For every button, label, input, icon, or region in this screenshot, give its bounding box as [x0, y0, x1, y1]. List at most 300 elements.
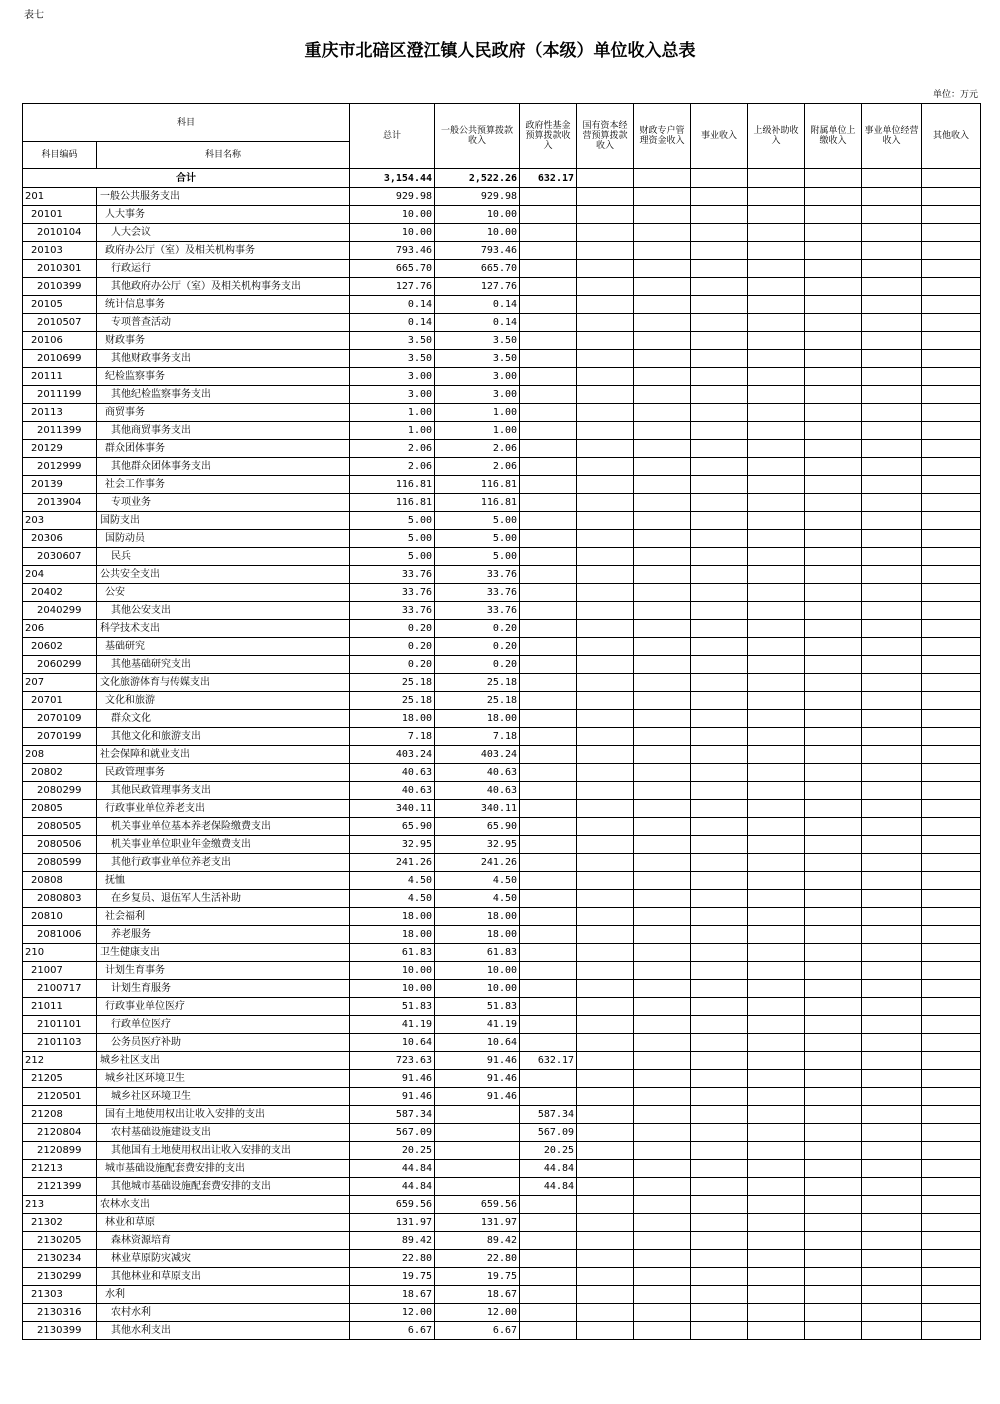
table-row	[23, 548, 981, 566]
empty-cell	[922, 602, 981, 620]
table-row	[23, 1142, 981, 1160]
empty-cell	[748, 674, 805, 692]
empty-cell	[577, 638, 634, 656]
subject-name-cell: 农林水支出	[97, 1196, 350, 1214]
table-row	[23, 602, 981, 620]
subject-code-cell: 2010301	[23, 260, 97, 278]
empty-cell	[748, 1106, 805, 1124]
fiscal-special-header: 财政专户管理资金收入	[634, 104, 691, 169]
subject-name-cell: 社会福利	[97, 908, 350, 926]
empty-cell	[805, 1196, 862, 1214]
empty-cell	[577, 764, 634, 782]
empty-cell	[862, 1034, 922, 1052]
subject-code-cell: 2080506	[23, 836, 97, 854]
table-row	[23, 926, 981, 944]
empty-cell	[577, 1214, 634, 1232]
empty-cell	[862, 962, 922, 980]
table-row	[23, 422, 981, 440]
empty-cell	[748, 314, 805, 332]
empty-cell	[691, 1034, 748, 1052]
empty-cell	[634, 908, 691, 926]
empty-cell	[748, 1124, 805, 1142]
empty-cell	[691, 1178, 748, 1196]
total-cell: 0.14	[350, 296, 435, 314]
subject-code-cell: 21303	[23, 1286, 97, 1304]
empty-cell	[748, 1322, 805, 1340]
subject-code-cell: 2013904	[23, 494, 97, 512]
empty-cell	[862, 944, 922, 962]
empty-cell	[634, 260, 691, 278]
total-cell: 18.00	[350, 710, 435, 728]
empty-cell	[922, 242, 981, 260]
subject-code-cell: 2101103	[23, 1034, 97, 1052]
subject-name-cell: 城乡社区支出	[97, 1052, 350, 1070]
general-budget-cell: 5.00	[435, 548, 520, 566]
empty-cell	[634, 872, 691, 890]
total-cell: 7.18	[350, 728, 435, 746]
empty-cell	[691, 602, 748, 620]
table-row	[23, 350, 981, 368]
table-row	[23, 764, 981, 782]
empty-cell	[805, 1106, 862, 1124]
empty-cell	[748, 1286, 805, 1304]
table-row	[23, 998, 981, 1016]
empty-cell	[862, 692, 922, 710]
total-cell: 41.19	[350, 1016, 435, 1034]
subject-name-cell: 国有土地使用权出让收入安排的支出	[97, 1106, 350, 1124]
empty-cell	[805, 1160, 862, 1178]
empty-cell	[634, 710, 691, 728]
empty-cell	[577, 188, 634, 206]
subject-code-cell: 2070109	[23, 710, 97, 728]
empty-cell	[805, 890, 862, 908]
empty-cell	[577, 512, 634, 530]
subject-code-cell: 2012999	[23, 458, 97, 476]
empty-cell	[748, 1196, 805, 1214]
empty-cell	[577, 368, 634, 386]
subject-name-cell: 水利	[97, 1286, 350, 1304]
empty-cell	[922, 404, 981, 422]
gov-fund-cell	[520, 890, 577, 908]
table-row	[23, 1106, 981, 1124]
empty-cell	[805, 206, 862, 224]
general-budget-cell: 33.76	[435, 602, 520, 620]
total-cell: 0.20	[350, 620, 435, 638]
empty-cell	[691, 512, 748, 530]
empty-cell	[748, 836, 805, 854]
empty-cell	[634, 980, 691, 998]
empty-cell	[577, 350, 634, 368]
empty-cell	[922, 1178, 981, 1196]
subject-name-cell: 其他纪检监察事务支出	[97, 386, 350, 404]
subject-code-cell: 2080505	[23, 818, 97, 836]
general-budget-cell: 12.00	[435, 1304, 520, 1322]
empty-cell	[577, 1070, 634, 1088]
gov-fund-cell	[520, 602, 577, 620]
gov-fund-cell	[520, 1232, 577, 1250]
empty-cell	[805, 350, 862, 368]
subject-code-cell: 20808	[23, 872, 97, 890]
table-row	[23, 1322, 981, 1340]
gov-fund-cell	[520, 620, 577, 638]
empty-cell	[634, 620, 691, 638]
empty-cell	[748, 890, 805, 908]
empty-cell	[805, 872, 862, 890]
subject-name-cell: 政府办公厅（室）及相关机构事务	[97, 242, 350, 260]
subject-name-cell: 计划生育服务	[97, 980, 350, 998]
empty-cell	[634, 314, 691, 332]
empty-cell	[748, 1268, 805, 1286]
empty-cell	[862, 1088, 922, 1106]
subject-name-cell: 文化旅游体育与传媒支出	[97, 674, 350, 692]
empty-cell	[805, 1052, 862, 1070]
table-row	[23, 1232, 981, 1250]
general-budget-cell: 793.46	[435, 242, 520, 260]
empty-cell	[577, 710, 634, 728]
empty-cell	[691, 620, 748, 638]
empty-cell	[748, 854, 805, 872]
total-cell: 10.00	[350, 224, 435, 242]
subject-code-cell: 2080803	[23, 890, 97, 908]
empty-cell	[691, 944, 748, 962]
total-cell: 0.14	[350, 314, 435, 332]
subject-name-cell: 行政事业单位养老支出	[97, 800, 350, 818]
subject-name-cell: 抚恤	[97, 872, 350, 890]
total-cell: 793.46	[350, 242, 435, 260]
table-row	[23, 206, 981, 224]
empty-cell	[862, 818, 922, 836]
empty-cell	[577, 998, 634, 1016]
empty-cell	[922, 656, 981, 674]
empty-cell	[577, 656, 634, 674]
total-cell: 6.67	[350, 1322, 435, 1340]
subject-name-cell: 其他行政事业单位养老支出	[97, 854, 350, 872]
empty-cell	[862, 566, 922, 584]
gov-fund-cell	[520, 206, 577, 224]
gov-fund-cell	[520, 566, 577, 584]
empty-cell	[922, 1286, 981, 1304]
empty-cell	[862, 782, 922, 800]
empty-cell	[862, 224, 922, 242]
empty-cell	[805, 638, 862, 656]
general-budget-cell: 32.95	[435, 836, 520, 854]
subject-name-cell: 其他林业和草原支出	[97, 1268, 350, 1286]
total-cell: 2.06	[350, 440, 435, 458]
empty-cell	[634, 332, 691, 350]
total-cell: 5.00	[350, 530, 435, 548]
empty-cell	[862, 494, 922, 512]
empty-cell	[748, 620, 805, 638]
empty-cell	[577, 1232, 634, 1250]
empty-cell	[862, 440, 922, 458]
empty-cell	[634, 458, 691, 476]
empty-cell	[691, 476, 748, 494]
gov-fund-cell	[520, 368, 577, 386]
empty-cell	[577, 872, 634, 890]
general-budget-cell: 665.70	[435, 260, 520, 278]
empty-cell	[862, 872, 922, 890]
empty-cell	[577, 980, 634, 998]
empty-cell	[577, 260, 634, 278]
empty-cell	[805, 584, 862, 602]
empty-cell	[577, 1106, 634, 1124]
empty-cell	[922, 224, 981, 242]
empty-cell	[922, 332, 981, 350]
total-cell: 567.09	[350, 1124, 435, 1142]
subject-code-cell: 20139	[23, 476, 97, 494]
total-header: 总计	[350, 104, 435, 169]
table-row	[23, 1016, 981, 1034]
empty-cell	[691, 638, 748, 656]
empty-cell	[691, 728, 748, 746]
empty-cell	[748, 584, 805, 602]
empty-cell	[691, 1286, 748, 1304]
subject-name-cell: 商贸事务	[97, 404, 350, 422]
general-budget-cell	[435, 1160, 520, 1178]
empty-cell	[805, 782, 862, 800]
subject-code-cell: 2010399	[23, 278, 97, 296]
empty-cell	[805, 674, 862, 692]
empty-cell	[634, 638, 691, 656]
subject-code-cell: 213	[23, 1196, 97, 1214]
empty-cell	[922, 1250, 981, 1268]
table-row	[23, 224, 981, 242]
empty-cell	[748, 728, 805, 746]
empty-cell	[577, 458, 634, 476]
empty-cell	[922, 998, 981, 1016]
empty-cell	[862, 638, 922, 656]
total-cell: 116.81	[350, 476, 435, 494]
empty-cell	[862, 584, 922, 602]
empty-cell	[577, 1160, 634, 1178]
gov-fund-cell	[520, 548, 577, 566]
business-operation-header: 事业单位经营收入	[862, 104, 922, 169]
table-row	[23, 908, 981, 926]
empty-cell	[634, 818, 691, 836]
table-row	[23, 1268, 981, 1286]
total-cell: 25.18	[350, 674, 435, 692]
total-cell: 44.84	[350, 1178, 435, 1196]
empty-cell	[748, 548, 805, 566]
general-budget-cell: 2.06	[435, 440, 520, 458]
empty-cell	[748, 1304, 805, 1322]
empty-cell	[805, 494, 862, 512]
subject-code-cell: 21208	[23, 1106, 97, 1124]
table-row	[23, 530, 981, 548]
empty-cell	[805, 1322, 862, 1340]
empty-cell	[748, 512, 805, 530]
subject-code-cell: 2011399	[23, 422, 97, 440]
general-budget-cell: 89.42	[435, 1232, 520, 1250]
empty-cell	[634, 926, 691, 944]
empty-cell	[748, 278, 805, 296]
empty-cell	[922, 1304, 981, 1322]
subject-code-cell: 2011199	[23, 386, 97, 404]
empty-cell	[805, 188, 862, 206]
other-income-header: 其他收入	[922, 104, 981, 169]
general-budget-cell: 116.81	[435, 476, 520, 494]
total-cell: 91.46	[350, 1070, 435, 1088]
general-budget-header: 一般公共预算拨款收入	[435, 104, 520, 169]
table-row	[23, 278, 981, 296]
subject-code-cell: 21205	[23, 1070, 97, 1088]
general-budget-cell: 40.63	[435, 782, 520, 800]
affiliated-income-header: 附属单位上缴收入	[805, 104, 862, 169]
empty-cell	[748, 980, 805, 998]
subject-code-cell: 21011	[23, 998, 97, 1016]
table-row	[23, 260, 981, 278]
empty-cell	[805, 710, 862, 728]
subject-code-cell: 2120804	[23, 1124, 97, 1142]
gov-fund-cell	[520, 278, 577, 296]
subject-code-cell: 2130399	[23, 1322, 97, 1340]
general-budget-cell	[435, 1124, 520, 1142]
empty-cell	[634, 1160, 691, 1178]
name-header: 科目名称	[97, 142, 350, 169]
gov-fund-cell	[520, 782, 577, 800]
general-budget-cell: 131.97	[435, 1214, 520, 1232]
empty-cell	[805, 548, 862, 566]
table-row	[23, 494, 981, 512]
empty-cell	[748, 188, 805, 206]
total-cell: 4.50	[350, 872, 435, 890]
subject-code-cell: 2030607	[23, 548, 97, 566]
empty-cell	[748, 656, 805, 674]
empty-cell	[691, 440, 748, 458]
gov-fund-cell	[520, 872, 577, 890]
general-budget-cell: 6.67	[435, 1322, 520, 1340]
empty-cell	[862, 674, 922, 692]
gov-fund-cell: 587.34	[520, 1106, 577, 1124]
empty-cell	[748, 1178, 805, 1196]
empty-cell	[691, 872, 748, 890]
subject-code-cell: 2040299	[23, 602, 97, 620]
empty-cell	[634, 422, 691, 440]
table-number-label: 表七	[24, 10, 44, 21]
empty-cell	[691, 1322, 748, 1340]
subject-code-cell: 210	[23, 944, 97, 962]
gov-fund-cell	[520, 476, 577, 494]
subject-code-cell: 2101101	[23, 1016, 97, 1034]
empty-cell	[805, 332, 862, 350]
general-budget-cell	[435, 1178, 520, 1196]
subject-name-cell: 民兵	[97, 548, 350, 566]
empty-cell	[862, 926, 922, 944]
empty-cell	[577, 242, 634, 260]
general-budget-cell: 25.18	[435, 692, 520, 710]
empty-cell	[922, 854, 981, 872]
empty-cell	[922, 746, 981, 764]
general-budget-cell: 7.18	[435, 728, 520, 746]
empty-cell	[862, 980, 922, 998]
subject-name-cell: 统计信息事务	[97, 296, 350, 314]
empty-cell	[805, 566, 862, 584]
empty-cell	[922, 386, 981, 404]
empty-cell	[577, 926, 634, 944]
empty-cell	[922, 1268, 981, 1286]
subject-name-cell: 其他文化和旅游支出	[97, 728, 350, 746]
empty-cell	[748, 692, 805, 710]
subject-code-cell: 2130205	[23, 1232, 97, 1250]
empty-cell	[748, 944, 805, 962]
gov-fund-cell	[520, 1196, 577, 1214]
empty-cell	[691, 674, 748, 692]
subject-name-cell: 专项普查活动	[97, 314, 350, 332]
empty-cell	[748, 818, 805, 836]
empty-cell	[691, 656, 748, 674]
empty-cell	[691, 818, 748, 836]
empty-cell	[577, 548, 634, 566]
empty-cell	[634, 800, 691, 818]
empty-cell	[862, 890, 922, 908]
general-budget-cell: 403.24	[435, 746, 520, 764]
subject-name-cell: 公务员医疗补助	[97, 1034, 350, 1052]
empty-cell	[577, 224, 634, 242]
empty-cell	[862, 314, 922, 332]
general-budget-cell: 33.76	[435, 566, 520, 584]
table-row	[23, 746, 981, 764]
empty-cell	[634, 1178, 691, 1196]
empty-cell	[577, 404, 634, 422]
empty-cell	[748, 638, 805, 656]
empty-cell	[922, 1232, 981, 1250]
subject-code-cell: 20106	[23, 332, 97, 350]
subject-code-cell: 20701	[23, 692, 97, 710]
empty-cell	[634, 169, 691, 188]
empty-cell	[748, 1250, 805, 1268]
general-budget-cell: 91.46	[435, 1070, 520, 1088]
subject-name-cell: 人大会议	[97, 224, 350, 242]
empty-cell	[577, 854, 634, 872]
empty-cell	[691, 692, 748, 710]
empty-cell	[748, 494, 805, 512]
empty-cell	[691, 242, 748, 260]
empty-cell	[922, 1196, 981, 1214]
gov-fund-cell	[520, 728, 577, 746]
subject-code-cell: 203	[23, 512, 97, 530]
total-cell: 18.00	[350, 908, 435, 926]
empty-cell	[862, 188, 922, 206]
empty-cell	[634, 1034, 691, 1052]
table-row	[23, 332, 981, 350]
empty-cell	[691, 782, 748, 800]
total-fund-cell: 632.17	[520, 169, 577, 188]
subject-code-cell: 2120501	[23, 1088, 97, 1106]
subject-code-cell: 20129	[23, 440, 97, 458]
empty-cell	[748, 1088, 805, 1106]
empty-cell	[577, 1016, 634, 1034]
empty-cell	[748, 422, 805, 440]
empty-cell	[862, 728, 922, 746]
empty-cell	[634, 656, 691, 674]
empty-cell	[577, 494, 634, 512]
empty-cell	[922, 530, 981, 548]
empty-cell	[577, 332, 634, 350]
total-cell: 40.63	[350, 782, 435, 800]
subject-code-cell: 20111	[23, 368, 97, 386]
table-row	[23, 800, 981, 818]
general-budget-cell: 33.76	[435, 584, 520, 602]
gov-fund-cell	[520, 1286, 577, 1304]
empty-cell	[691, 1124, 748, 1142]
total-cell: 5.00	[350, 548, 435, 566]
empty-cell	[805, 818, 862, 836]
gov-fund-cell	[520, 818, 577, 836]
subject-name-cell: 森林资源培育	[97, 1232, 350, 1250]
subject-name-cell: 民政管理事务	[97, 764, 350, 782]
gov-fund-cell	[520, 800, 577, 818]
empty-cell	[577, 440, 634, 458]
